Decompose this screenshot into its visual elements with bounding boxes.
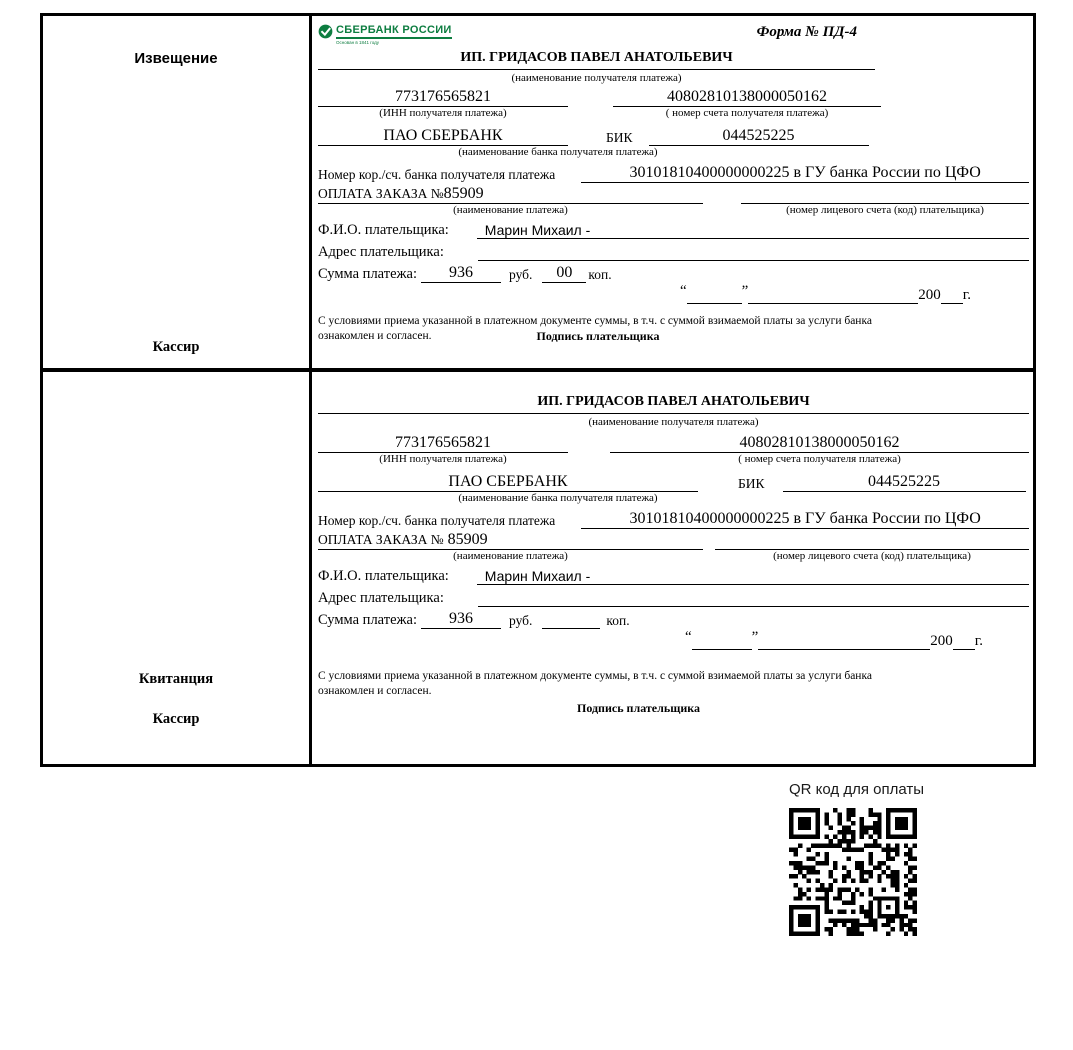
terms-line2: ознакомлен и согласен.	[318, 685, 432, 697]
amount-label: Сумма платежа:	[318, 266, 417, 282]
receipt-right-cell	[312, 372, 1033, 764]
date-month-field	[748, 285, 918, 304]
terms-line1: С условиями приема указанной в платежном документе суммы, в т.ч. с суммой взимаемой платы за услуги банка	[318, 315, 872, 327]
payment-name-label: ОПЛАТА ЗАКАЗА №	[318, 186, 444, 201]
amount-kop-field: 00	[542, 264, 586, 283]
notice-right-cell	[312, 16, 1033, 368]
personal-caption: (номер лицевого счета (код) плательщика)	[786, 204, 984, 216]
form-number: Форма № ПД-4	[756, 24, 857, 40]
payee-name: ИП. ГРИДАСОВ ПАВЕЛ АНАТОЛЬЕВИЧ	[537, 394, 810, 409]
terms-line2: ознакомлен и согласен.	[318, 330, 432, 342]
terms-line1: С условиями приема указанной в платежном документе суммы, в т.ч. с суммой взимаемой платы за услуги банка	[318, 670, 872, 682]
notice-section	[43, 16, 1033, 368]
payee-account-field: 40802810138000050162	[610, 434, 1029, 453]
payer-address-label: Адрес плательщика:	[318, 244, 444, 260]
year-suffix: г.	[974, 633, 983, 649]
year-field	[941, 285, 963, 304]
payer-name-field: Марин Михаил -	[477, 222, 1029, 239]
year-field	[953, 631, 975, 650]
payee-name-box	[318, 50, 875, 70]
bank-name-field: ПАО СБЕРБАНК	[318, 473, 698, 492]
kop-label: коп.	[606, 613, 630, 628]
payer-address-label: Адрес плательщика:	[318, 590, 444, 606]
date-day-field	[692, 631, 752, 650]
payee-name: ИП. ГРИДАСОВ ПАВЕЛ АНАТОЛЬЕВИЧ	[460, 50, 733, 65]
personal-account-field	[715, 531, 1029, 550]
rub-label: руб.	[509, 613, 533, 628]
date-month-field	[758, 631, 930, 650]
qr-label: QR код для оплаты	[789, 781, 925, 798]
personal-account-field	[741, 185, 1029, 204]
payer-name-field: Марин Михаил -	[477, 568, 1029, 585]
payee-inn-field: 773176565821	[318, 434, 568, 453]
terms-block	[318, 314, 1029, 344]
payee-name-box	[318, 394, 1029, 414]
order-number: 85909	[447, 531, 488, 548]
kop-label: коп.	[588, 267, 612, 282]
payee-caption: (наименование получателя платежа)	[511, 72, 682, 84]
date-row	[318, 285, 1029, 309]
rub-label: руб.	[509, 267, 533, 282]
receipt-left-cell	[43, 372, 312, 764]
payee-account-field: 40802810138000050162	[613, 88, 881, 107]
cashier-label: Кассир	[152, 339, 200, 355]
bank-name-field: ПАО СБЕРБАНК	[318, 127, 568, 146]
amount-rub-field: 936	[421, 610, 501, 629]
order-number: 85909	[443, 185, 484, 202]
amount-kop-field	[542, 612, 600, 629]
year-prefix: 200	[930, 633, 953, 649]
cashier-label: Кассир	[152, 711, 200, 727]
signature-label: Подпись плательщика	[577, 701, 700, 715]
date-row	[318, 631, 1029, 655]
bank-caption: (наименование банка получателя платежа)	[458, 146, 658, 158]
sberbank-logo	[318, 24, 452, 45]
payment-name-label: ОПЛАТА ЗАКАЗА №	[318, 532, 444, 547]
corr-account-label: Номер кор./сч. банка получателя платежа	[318, 513, 556, 528]
payer-fio-label: Ф.И.О. плательщика:	[318, 222, 449, 238]
account-caption: ( номер счета получателя платежа)	[665, 107, 829, 119]
signature-label: Подпись плательщика	[536, 329, 660, 343]
year-suffix: г.	[962, 287, 971, 303]
receipt-section	[43, 368, 1033, 764]
corr-account-field: 30101810400000000225 в ГУ банка России по ЦФО	[581, 510, 1029, 529]
bik-field: 044525225	[649, 127, 869, 146]
quote-open: “	[679, 283, 687, 299]
payee-inn-field: 773176565821	[318, 88, 568, 107]
sberbank-logo-text: СБЕРБАНК РОССИИ	[336, 24, 452, 39]
payer-address-field	[478, 242, 1029, 261]
sberbank-logo-subtitle: Основан в 1841 году	[336, 40, 380, 45]
payer-address-field	[478, 588, 1029, 607]
payee-caption: (наименование получателя платежа)	[588, 416, 759, 428]
notice-label: Извещение	[134, 50, 218, 67]
terms-block	[318, 669, 1029, 717]
inn-caption: (ИНН получателя платежа)	[379, 453, 507, 465]
quote-close: ”	[741, 283, 749, 299]
year-prefix: 200	[918, 287, 941, 303]
payment-form-pd4	[40, 13, 1036, 767]
payer-fio-label: Ф.И.О. плательщика:	[318, 568, 449, 584]
amount-label: Сумма платежа:	[318, 612, 417, 628]
bik-label: БИК	[606, 130, 633, 145]
qr-block	[789, 781, 925, 936]
date-day-field	[687, 285, 742, 304]
inn-caption: (ИНН получателя платежа)	[379, 107, 507, 119]
payment-caption: (наименование платежа)	[453, 550, 568, 562]
bank-caption: (наименование банка получателя платежа)	[458, 492, 658, 504]
personal-caption: (номер лицевого счета (код) плательщика)	[773, 550, 971, 562]
corr-account-label: Номер кор./сч. банка получателя платежа	[318, 167, 556, 182]
notice-left-cell	[43, 16, 312, 368]
bik-field: 044525225	[783, 473, 1026, 492]
receipt-label: Квитанция	[138, 671, 214, 687]
corr-account-field: 30101810400000000225 в ГУ банка России по ЦФО	[581, 164, 1029, 183]
quote-close: ”	[751, 629, 759, 645]
sberbank-emblem-icon	[318, 24, 333, 44]
bik-label: БИК	[738, 476, 765, 491]
account-caption: ( номер счета получателя платежа)	[738, 453, 901, 465]
quote-open: “	[684, 629, 692, 645]
qr-code	[789, 808, 917, 936]
amount-rub-field: 936	[421, 264, 501, 283]
payment-caption: (наименование платежа)	[453, 204, 568, 216]
